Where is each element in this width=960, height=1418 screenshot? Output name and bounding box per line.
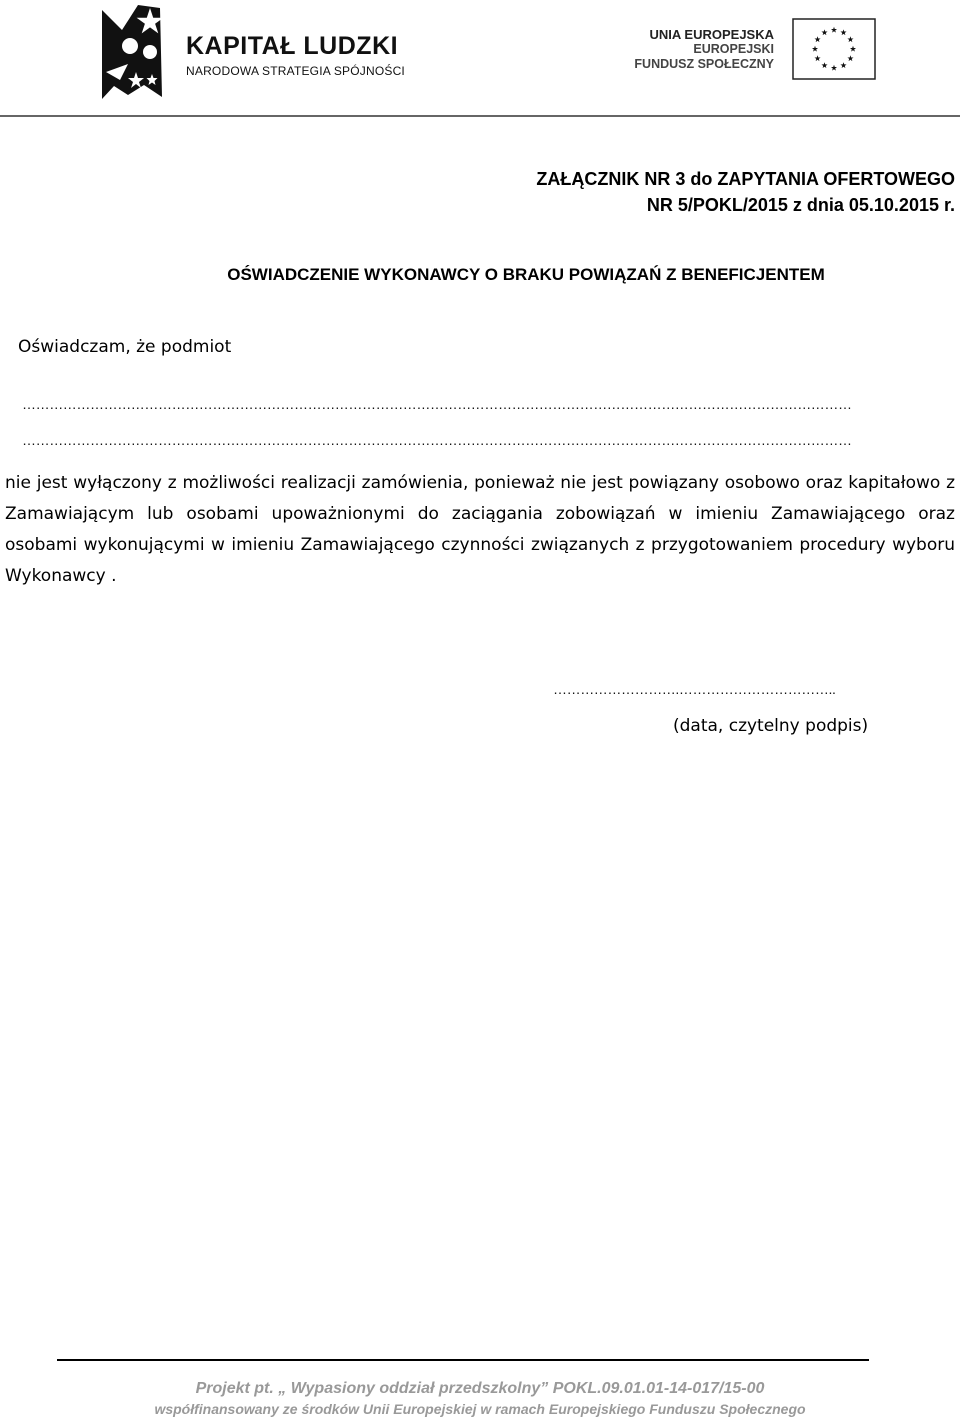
eu-fund-label-line2: FUNDUSZ SPOŁECZNY bbox=[634, 57, 774, 71]
declaration-paragraph: nie jest wyłączony z możliwości realizacji zamówienia, ponieważ nie jest powiązany osobowo oraz kapitałowo z Zamawiającym lub osobami upoważnionymi do zaciągania zobowiązań w imieniu Zamawiającego oraz osobami wykonującymi w imieniu Zamawiającego czynności związanych z przygotowaniem procedury wyboru Wykonawcy . bbox=[5, 473, 955, 586]
intro-text: Oświadczam, że podmiot bbox=[18, 337, 232, 357]
kapital-ludzki-subtitle: NARODOWA STRATEGIA SPÓJNOŚCI bbox=[186, 64, 405, 78]
annex-line-2: NR 5/POKL/2015 z dnia 05.10.2015 r. bbox=[646, 195, 955, 215]
kapital-ludzki-title: KAPITAŁ LUDZKI bbox=[186, 32, 399, 60]
document-title: OŚWIADCZENIE WYKONAWCY O BRAKU POWIĄZAŃ Z BENEFICJENTEM bbox=[227, 265, 825, 284]
header-divider bbox=[0, 115, 960, 117]
eu-flag-icon bbox=[792, 18, 876, 80]
footer-project: Projekt pt. „ Wypasiony oddział przedszkolny” POKL.09.01.01-14-017/15-00 bbox=[195, 1380, 765, 1397]
footer-cofinanced: współfinansowany ze środków Unii Europejskiej w ramach Europejskiego Funduszu Społecznego bbox=[154, 1401, 806, 1417]
fill-in-line-2: ………………………………………………………………………………………………………………………………………………………………… bbox=[22, 434, 852, 446]
signature-line: ……………………….…………………………….. bbox=[553, 683, 836, 695]
eu-fund-label-line1: EUROPEJSKI bbox=[693, 42, 774, 56]
eu-branding-text bbox=[574, 27, 774, 72]
fill-in-line-1: ………………………………………………………………………………………………………………………………………………………………… bbox=[22, 398, 852, 410]
footer-divider bbox=[57, 1359, 869, 1361]
annex-heading bbox=[536, 166, 955, 218]
annex-line-1: ZAŁĄCZNIK NR 3 do ZAPYTANIA OFERTOWEGO bbox=[536, 169, 955, 189]
eu-union-label: UNIA EUROPEJSKA bbox=[649, 27, 774, 42]
signature-label: (data, czytelny podpis) bbox=[673, 716, 869, 736]
